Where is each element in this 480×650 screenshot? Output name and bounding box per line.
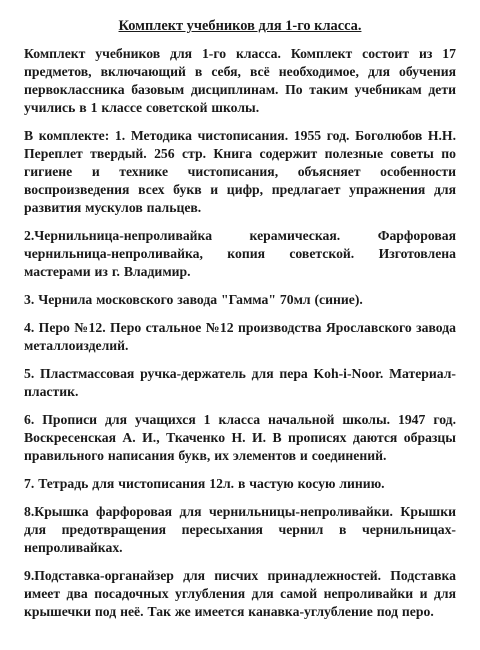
- paragraph-item-4: 4. Перо №12. Перо стальное №12 производства Ярославского завода металлоизделий.: [24, 320, 456, 353]
- paragraph-item-1: В комплекте: 1. Методика чистописания. 1955 год. Боголюбов Н.Н. Переплет твердый. 256 стр. Книга содержит полезные советы по гигиене и технике чистописания, объясняет особенности воспроизведения всех букв и цифр, предлагает упражнения для развития мускулов пальцев.: [24, 128, 456, 215]
- paragraph-item-6: 6. Прописи для учащихся 1 класса начальной школы. 1947 год. Воскресенская А. И., Ткаченко Н. И. В прописях даются образцы правильного написания букв, их элементов и соединений.: [24, 412, 456, 463]
- document-title: Комплект учебников для 1-го класса.: [118, 18, 362, 34]
- paragraph-item-8: 8.Крышка фарфоровая для чернильницы-непроливайки. Крышки для предотвращения пересыхания чернил в чернильницах-непроливайках.: [24, 504, 456, 555]
- paragraph-intro: Комплект учебников для 1-го класса. Комплект состоит из 17 предметов, включающий в себя, всё необходимое, для обучения первоклассника базовым дисциплинам. По таким учебникам дети учились в 1 классе советской школы.: [24, 46, 456, 115]
- paragraph-item-5: 5. Пластмассовая ручка-держатель для пера Koh-i-Noor. Материал-пластик.: [24, 366, 456, 399]
- paragraph-item-3: 3. Чернила московского завода "Гамма" 70мл (синие).: [24, 292, 363, 307]
- paragraph-item-2: 2.Чернильница-непроливайка керамическая. Фарфоровая чернильница-непроливайка, копия советской. Изготовлена мастерами из г. Владимир.: [24, 228, 456, 279]
- paragraph-item-7: 7. Тетрадь для чистописания 12л. в частую косую линию.: [24, 476, 385, 491]
- paragraph-item-9: 9.Подставка-органайзер для писчих принадлежностей. Подставка имеет два посадочных углубления для самой непроливайки и для крышечки под неё. Так же имеется канавка-углубление под перо.: [24, 568, 456, 619]
